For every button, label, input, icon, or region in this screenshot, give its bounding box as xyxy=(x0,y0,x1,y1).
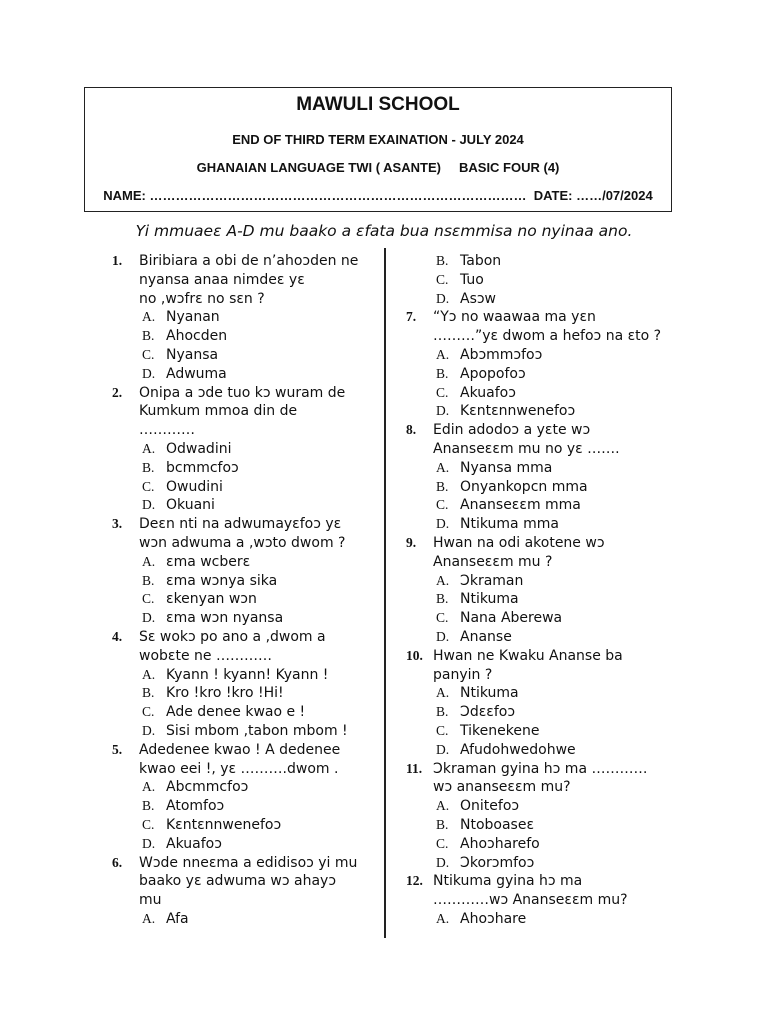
option-letter: A. xyxy=(436,459,450,475)
question-number: 4. xyxy=(112,628,123,644)
question-text: panyin ? xyxy=(433,666,493,683)
answer-option xyxy=(142,797,378,816)
option-letter: A. xyxy=(436,910,450,926)
option-text: Abcmmcfoɔ xyxy=(166,779,249,796)
answer-option xyxy=(436,271,682,290)
question-number: 6. xyxy=(112,854,123,870)
option-letter: B. xyxy=(436,704,449,720)
option-letter: C. xyxy=(436,271,449,287)
option-text: Kɛntɛnnwenefoɔ xyxy=(166,816,282,833)
answer-option xyxy=(436,590,682,609)
answer-option xyxy=(142,590,378,609)
answer-option xyxy=(142,459,378,478)
option-letter: A. xyxy=(142,779,156,795)
question-text: Deɛn nti na adwumayɛfoɔ yɛ xyxy=(139,516,342,533)
question xyxy=(406,760,682,873)
option-letter: B. xyxy=(142,328,155,344)
option-letter: B. xyxy=(436,253,449,268)
option-letter: D. xyxy=(142,835,156,851)
answer-option xyxy=(142,478,378,497)
option-letter: C. xyxy=(436,722,449,738)
option-letter: C. xyxy=(142,816,155,832)
option-text: Adwuma xyxy=(166,365,227,382)
option-letter: C. xyxy=(142,346,155,362)
answer-option xyxy=(436,609,682,628)
answer-option xyxy=(142,308,378,327)
question-text: Sɛ wokɔ po ano a ,dwom a xyxy=(139,628,326,645)
option-text: Asɔw xyxy=(460,290,497,307)
option-text: Tikenekene xyxy=(460,722,540,739)
option-letter: C. xyxy=(142,704,155,720)
answer-option xyxy=(436,496,682,515)
question-number: 7. xyxy=(406,309,417,325)
option-text: Ahoɔharefo xyxy=(460,835,540,852)
option-letter: A. xyxy=(142,309,156,325)
question-text: baako yɛ adwuma wɔ ahayɔ xyxy=(139,873,337,890)
answer-option xyxy=(142,666,378,685)
answer-option xyxy=(142,816,378,835)
question-text: wɔ ananseɛɛm mu? xyxy=(433,779,571,796)
option-letter: D. xyxy=(142,610,156,626)
question-text: “Yɔ no waawaa ma yɛn xyxy=(433,309,596,326)
answer-option xyxy=(142,910,378,929)
answer-option xyxy=(142,365,378,384)
header-box xyxy=(84,87,672,212)
option-text: Akuafoɔ xyxy=(166,835,222,852)
option-text: ɛma wɔnya sika xyxy=(166,572,278,589)
answer-option xyxy=(436,478,682,497)
answer-option xyxy=(142,572,378,591)
answer-option xyxy=(436,797,682,816)
subject-line: GHANAIAN LANGUAGE TWI ( ASANTE) BASIC FOUR (4) xyxy=(196,160,560,175)
option-letter: A. xyxy=(436,572,450,588)
answer-option xyxy=(436,384,682,403)
question-number: 1. xyxy=(112,253,123,268)
option-letter: A. xyxy=(142,553,156,569)
option-letter: B. xyxy=(436,365,449,381)
question-text: kwao eei !, yɛ ……….dwom . xyxy=(139,760,339,777)
question-number: 11. xyxy=(406,760,423,776)
answer-option xyxy=(436,290,682,309)
option-letter: A. xyxy=(436,685,450,701)
option-letter: A. xyxy=(142,910,156,926)
column-divider xyxy=(384,248,386,938)
option-text: Ɔkraman xyxy=(460,572,524,589)
option-letter: B. xyxy=(142,798,155,814)
question xyxy=(112,384,378,516)
option-letter: A. xyxy=(142,440,156,456)
question-text: nyansa anaa nimdeɛ yɛ xyxy=(139,271,305,288)
answer-option xyxy=(436,684,682,703)
option-text: Afa xyxy=(166,910,189,927)
question-number: 10. xyxy=(406,647,423,663)
answer-option xyxy=(142,835,378,854)
option-text: Kro !kro !kro !Hi! xyxy=(166,685,284,702)
question-text: mu xyxy=(139,892,162,909)
option-letter: D. xyxy=(142,497,156,513)
question-text: Hwan na odi akotene wɔ xyxy=(433,534,605,551)
answer-option xyxy=(142,722,378,741)
answer-option xyxy=(436,402,682,421)
option-letter: D. xyxy=(436,290,450,306)
answer-option xyxy=(436,703,682,722)
question xyxy=(112,854,378,929)
option-text: Ananseɛɛm mma xyxy=(460,497,581,514)
option-letter: A. xyxy=(142,666,156,682)
option-text: Nyansa xyxy=(166,346,219,363)
option-letter: C. xyxy=(436,384,449,400)
option-text: Ahoɔhare xyxy=(460,910,527,927)
question-number: 2. xyxy=(112,384,123,400)
option-letter: B. xyxy=(436,591,449,607)
option-text: ɛma wɔn nyansa xyxy=(166,610,284,627)
option-letter: D. xyxy=(436,628,450,644)
question-number: 12. xyxy=(406,873,423,889)
question-text: Onipa a ɔde tuo kɔ wuram de xyxy=(139,384,346,401)
option-letter: B. xyxy=(436,816,449,832)
option-text: Sisi mbom ,tabon mbom ! xyxy=(166,722,348,739)
question-text: Ntikuma gyina hɔ ma xyxy=(433,873,583,890)
option-letter: C. xyxy=(142,591,155,607)
answer-option xyxy=(142,440,378,459)
option-text: Ntikuma xyxy=(460,685,519,702)
question xyxy=(112,252,378,384)
answer-option xyxy=(436,515,682,534)
option-text: Odwadini xyxy=(166,440,232,457)
question-text: wɔn adwuma a ,wɔto dwom ? xyxy=(139,534,346,551)
option-letter: B. xyxy=(142,572,155,588)
option-text: Onyankopcn mma xyxy=(460,478,588,495)
question xyxy=(112,741,378,854)
left-column xyxy=(112,252,378,929)
answer-option xyxy=(436,910,682,929)
question-text: …………wɔ Ananseɛɛm mu? xyxy=(433,892,628,909)
question-text: no ,wɔfrɛ no sɛn ? xyxy=(139,290,265,307)
option-text: ɛkenyan wɔn xyxy=(166,591,257,608)
answer-option xyxy=(436,252,682,271)
option-text: Kyann ! kyann! Kyann ! xyxy=(166,666,329,683)
option-text: Ɔkorɔmfoɔ xyxy=(460,854,535,871)
option-letter: D. xyxy=(436,741,450,757)
question-text: wobɛte ne ………… xyxy=(139,647,272,664)
option-text: ɛma wcberɛ xyxy=(166,553,251,570)
question-text: Adedenee kwao ! A dedenee xyxy=(139,741,341,758)
option-text: Nyanan xyxy=(166,309,220,326)
answer-option xyxy=(142,346,378,365)
answer-option xyxy=(436,835,682,854)
option-text: Tuo xyxy=(460,271,484,288)
answer-option xyxy=(142,684,378,703)
answer-option xyxy=(436,346,682,365)
answer-option xyxy=(436,854,682,873)
option-letter: C. xyxy=(436,497,449,513)
answer-option xyxy=(436,741,682,760)
question xyxy=(406,308,682,421)
option-text: Ntoboaseɛ xyxy=(460,816,535,833)
option-text: Ntikuma mma xyxy=(460,516,559,533)
question-text: Ɔkraman gyina hɔ ma ………… xyxy=(433,760,648,777)
option-letter: C. xyxy=(436,610,449,626)
answer-option xyxy=(142,553,378,572)
question-text: Wɔde nneɛma a edidisoɔ yi mu xyxy=(139,854,358,871)
option-text: Ntikuma xyxy=(460,591,519,608)
option-letter: A. xyxy=(436,346,450,362)
answer-option xyxy=(142,778,378,797)
answer-option xyxy=(436,722,682,741)
option-letter: D. xyxy=(436,516,450,532)
answer-option xyxy=(436,816,682,835)
option-text: Nyansa mma xyxy=(460,459,553,476)
question-text: Ananseɛɛm mu ? xyxy=(433,553,553,570)
question-number: 8. xyxy=(406,422,417,438)
option-letter: D. xyxy=(142,722,156,738)
option-text: Afudohwedohwe xyxy=(460,741,576,758)
answer-option xyxy=(436,628,682,647)
option-letter: B. xyxy=(436,478,449,494)
answer-option xyxy=(142,609,378,628)
answer-option xyxy=(436,365,682,384)
answer-option xyxy=(142,327,378,346)
option-letter: D. xyxy=(436,854,450,870)
option-text: Ade denee kwao e ! xyxy=(166,704,306,721)
school-name: MAWULI SCHOOL xyxy=(296,94,460,115)
answer-option xyxy=(436,572,682,591)
right-column xyxy=(406,252,682,929)
option-text: Okuani xyxy=(166,497,215,514)
answer-option xyxy=(142,496,378,515)
question xyxy=(112,628,378,741)
question-text: ………”yɛ dwom a hefoɔ na ɛto ? xyxy=(433,328,662,345)
option-letter: C. xyxy=(142,478,155,494)
option-text: Nana Aberewa xyxy=(460,610,563,627)
question-number: 9. xyxy=(406,534,417,550)
answer-option xyxy=(436,459,682,478)
option-text: Ɔdɛɛfoɔ xyxy=(460,704,516,721)
question-text: Kumkum mmoa din de xyxy=(139,403,298,420)
question xyxy=(406,872,682,928)
question-number: 5. xyxy=(112,741,123,757)
question xyxy=(406,647,682,760)
question-text: Biribiara a obi de n’ahoɔden ne xyxy=(139,253,359,269)
option-letter: D. xyxy=(436,403,450,419)
question xyxy=(406,534,682,647)
question-number: 3. xyxy=(112,516,123,532)
question xyxy=(112,515,378,628)
option-text: Owudini xyxy=(166,478,223,495)
option-letter: D. xyxy=(142,365,156,381)
option-letter: C. xyxy=(436,835,449,851)
option-letter: A. xyxy=(436,798,450,814)
option-text: Ananse xyxy=(460,628,512,645)
question-text: Ananseɛɛm mu no yɛ ……. xyxy=(433,440,620,457)
instruction: Yi mmuaeɛ A-D mu baako a ɛfata bua nsɛmmisa no nyinaa ano. xyxy=(135,222,633,240)
option-text: Ahocden xyxy=(166,328,228,345)
question xyxy=(406,421,682,534)
option-text: Onitefoɔ xyxy=(460,798,520,815)
name-date-line: NAME: …………………………………………………………………………… DATE: ……/07/2024 xyxy=(103,188,653,203)
option-text: Akuafoɔ xyxy=(460,384,516,401)
option-letter: B. xyxy=(142,459,155,475)
option-text: Kɛntɛnnwenefoɔ xyxy=(460,403,576,420)
exam-title: END OF THIRD TERM EXAINATION - JULY 2024 xyxy=(232,132,524,147)
answer-option xyxy=(142,703,378,722)
question-text: Edin adodoɔ a yɛte wɔ xyxy=(433,422,591,439)
question xyxy=(406,252,682,308)
option-text: Tabon xyxy=(460,253,502,269)
option-text: Atomfoɔ xyxy=(166,798,225,815)
question-text: Hwan ne Kwaku Ananse ba xyxy=(433,647,623,664)
option-text: bcmmcfoɔ xyxy=(166,459,239,476)
option-text: Apopofoɔ xyxy=(460,365,526,382)
option-text: Abɔmmɔfoɔ xyxy=(460,346,543,363)
option-letter: B. xyxy=(142,685,155,701)
question-text: ………… xyxy=(139,422,195,439)
